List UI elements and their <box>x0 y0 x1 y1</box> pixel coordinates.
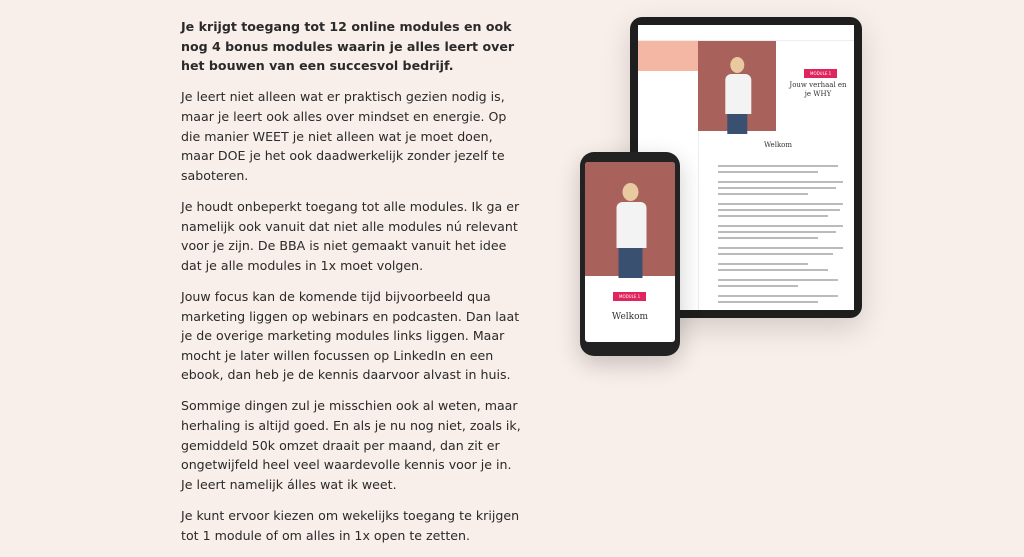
tablet-module-title: Jouw verhaal en je WHY <box>789 81 847 98</box>
module-badge: MODULE 1 <box>804 69 837 78</box>
tablet-welcome: Welkom <box>763 141 793 149</box>
paragraph: Je kunt ervoor kiezen om wekelijks toegang te krijgen tot 1 module of om alles in 1x open te zetten. <box>181 508 520 543</box>
paragraph: Jouw focus kan de komende tijd bijvoorbeeld qua marketing liggen op webinars en podcasten. Dan laat je de overige marketing modules links liggen. Maar mocht je later willen focussen op LinkedIn en een ebook, dan heb je de kennis daarvoor alvast in huis. <box>181 288 520 383</box>
person-illustration <box>725 57 748 131</box>
paragraph: Sommige dingen zul je misschien ook al weten, maar herhaling is altijd goed. En als je nu nog niet, zoals ik, gemiddeld 50k omzet draait per maand, dan zit er ongetwijfeld heel veel waardevolle kennis voor je in. Je leert namelijk álles wat ik weet. <box>181 398 521 492</box>
tablet-topbar <box>638 25 854 41</box>
intro-paragraph: Je krijgt toegang tot 12 online modules en ook nog 4 bonus modules waarin je alles leert over het bouwen van een succesvol bedrijf. <box>181 19 515 74</box>
paragraph: Je leert niet alleen wat er praktisch gezien nodig is, maar je leert ook alles over mindset en energie. Op die manier WEET je niet alleen wat je moet doen, maar DOE je het ook daadwerkelijk zonder jezelf te saboteren. <box>181 89 507 183</box>
paragraph: Je houdt onbeperkt toegang tot alle modules. Ik ga er namelijk ook vanuit dat niet alle modules nú relevant voor je zijn. De BBA is niet gemaakt vanuit het idee dat je alle modules in 1x moet volgen. <box>181 198 520 273</box>
phone-module-badge: MODULE 1 <box>613 292 646 301</box>
person-illustration <box>617 183 644 276</box>
phone-welcome: Welkom <box>611 312 649 322</box>
content-text <box>181 17 521 557</box>
tablet-photo <box>698 41 776 131</box>
phone-mockup <box>580 152 680 356</box>
phone-screen <box>585 162 675 342</box>
phone-photo <box>585 162 675 276</box>
